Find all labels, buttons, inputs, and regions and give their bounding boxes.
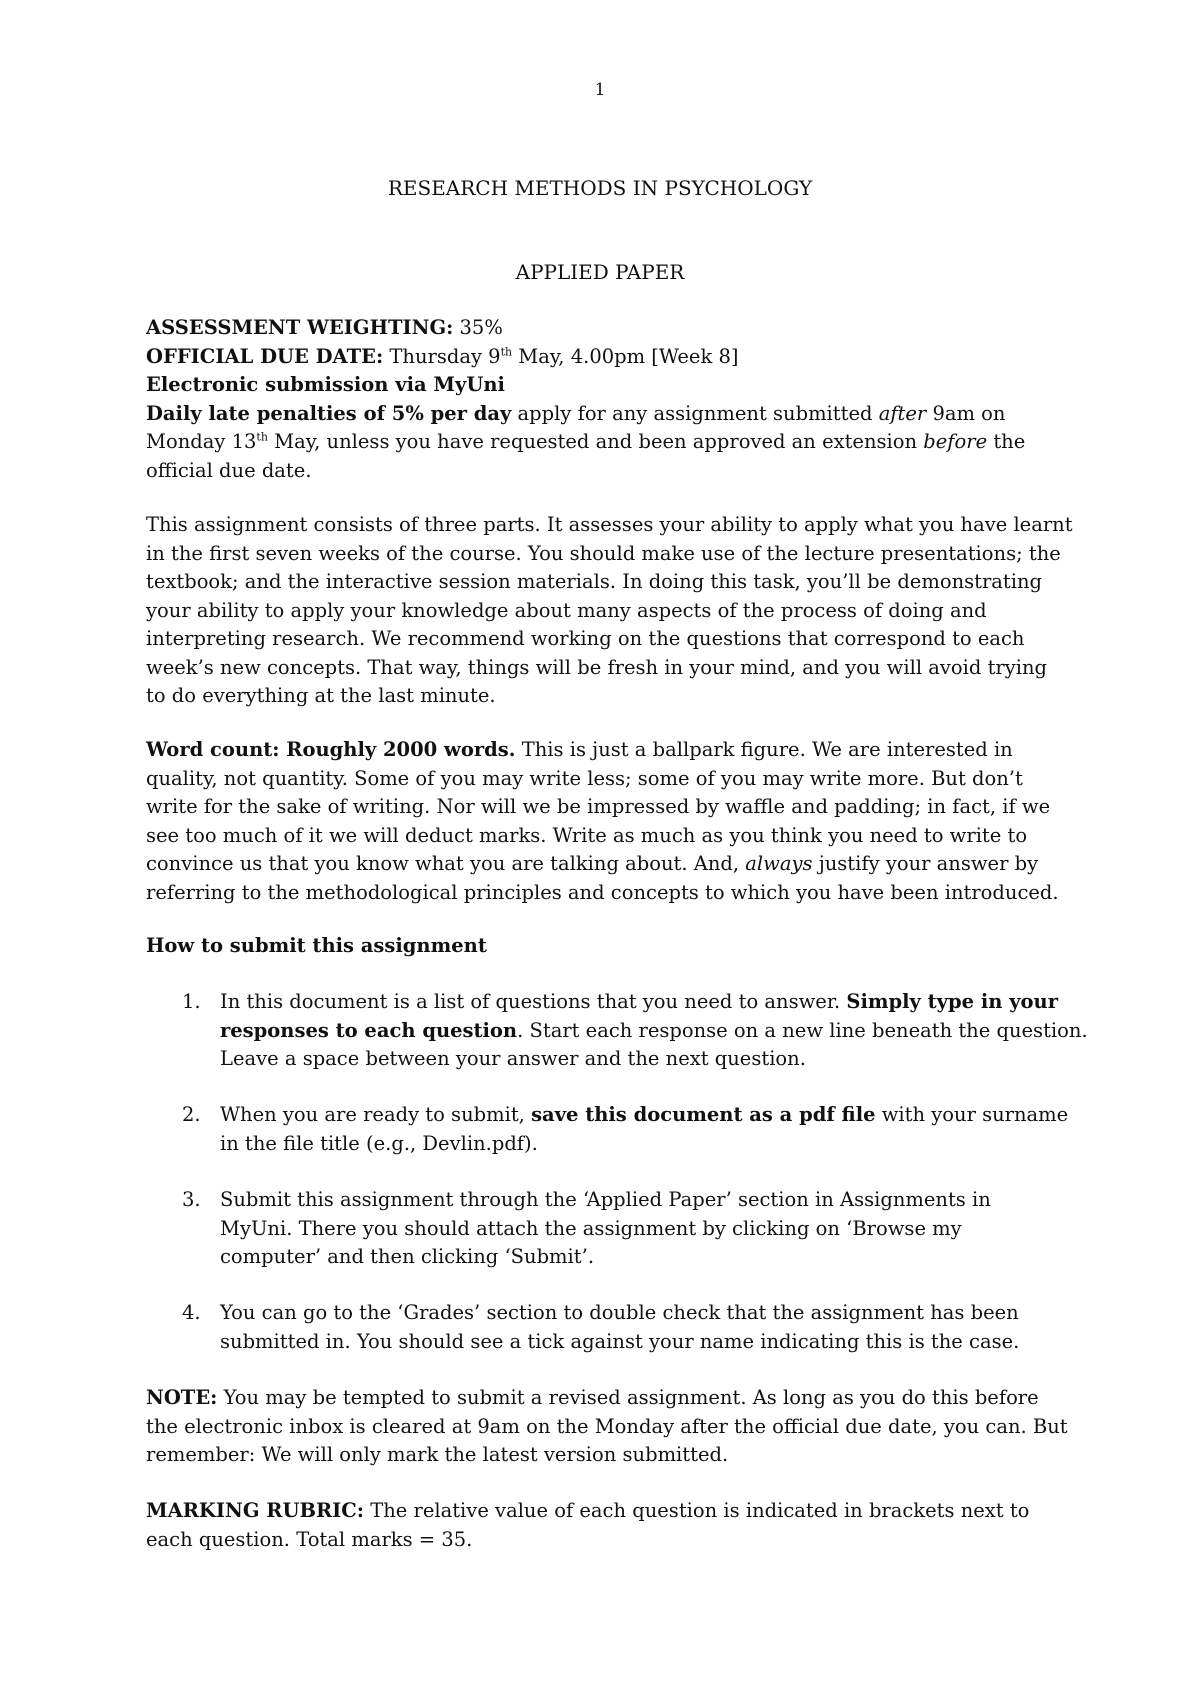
intro-paragraph bbox=[146, 511, 1076, 711]
list-item-text bbox=[220, 988, 1090, 1074]
rubric-paragraph bbox=[146, 1497, 1076, 1554]
rubric-text: each question. Total marks = 35. bbox=[146, 1527, 473, 1551]
step-text: submitted in. You should see a tick against your name indicating this is the case. bbox=[220, 1329, 1020, 1353]
word-count-text: convince us that you know what you are talking about. And, bbox=[146, 852, 746, 875]
word-count-bold: Word count: Roughly 2000 words. bbox=[146, 738, 516, 761]
intro-line: This assignment consists of three parts. It assesses your ability to apply what you have learnt bbox=[146, 513, 1073, 536]
step-text: Leave a space between your answer and the next question. bbox=[220, 1047, 806, 1070]
note-text: You may be tempted to submit a revised assignment. As long as you do this before bbox=[217, 1386, 1039, 1409]
step-text: . Start each response on a new line beneath the question. bbox=[517, 1018, 1088, 1042]
weighting-value: 35% bbox=[453, 316, 503, 339]
step-text: Submit this assignment through the ‘Applied Paper’ section in Assignments in bbox=[220, 1188, 991, 1211]
word-count-line bbox=[146, 736, 1076, 765]
word-count-line: see too much of it we will deduct marks. Write as much as you think you need to write to bbox=[146, 823, 1028, 847]
weighting-label: ASSESSMENT WEIGHTING: bbox=[146, 316, 454, 339]
late-penalty-line-1 bbox=[146, 400, 1076, 429]
step-text: computer’ and then clicking ‘Submit’. bbox=[220, 1245, 595, 1268]
intro-line: to do everything at the last minute. bbox=[146, 684, 496, 707]
intro-line: interpreting research. We recommend working on the questions that correspond to each bbox=[146, 627, 1025, 650]
word-count-line: referring to the methodological principles and concepts to which you have been introduced. bbox=[146, 880, 1059, 904]
list-number: 3. bbox=[182, 1188, 201, 1211]
late-penalty-text: apply for any assignment submitted bbox=[511, 401, 879, 425]
late-penalty-line-3: official due date. bbox=[146, 458, 312, 482]
step-text: with your surname bbox=[875, 1103, 1069, 1126]
late-penalty-date: Monday 13 bbox=[146, 430, 257, 453]
due-date-line bbox=[146, 343, 1076, 372]
step-text: When you are ready to submit, bbox=[220, 1103, 532, 1126]
list-number: 1. bbox=[182, 990, 201, 1013]
due-date-text-rest: May, 4.00pm [Week 8] bbox=[512, 344, 739, 368]
submit-heading: How to submit this assignment bbox=[146, 934, 487, 957]
word-count-line bbox=[146, 850, 1076, 879]
note-label: NOTE: bbox=[146, 1386, 218, 1409]
intro-line: textbook; and the interactive session materials. In doing this task, you’ll be demonstrating bbox=[146, 570, 1043, 593]
assessment-details bbox=[146, 314, 1076, 485]
rubric-label: MARKING RUBRIC: bbox=[146, 1499, 364, 1522]
note-paragraph bbox=[146, 1384, 1076, 1470]
list-item-text bbox=[220, 1299, 1090, 1356]
list-number: 2. bbox=[182, 1103, 201, 1126]
word-count-text: This is just a ballpark figure. We are interested in bbox=[515, 738, 1013, 761]
step-text: MyUni. There you should attach the assignment by clicking on ‘Browse my bbox=[220, 1216, 962, 1240]
intro-line: week’s new concepts. That way, things will be fresh in your mind, and you will avoid trying bbox=[146, 655, 1048, 679]
page-number: 1 bbox=[594, 80, 606, 100]
late-penalty-sup: th bbox=[256, 430, 268, 444]
due-date-sup: th bbox=[500, 345, 513, 358]
word-count-italic: always bbox=[745, 852, 813, 875]
intro-line: your ability to apply your knowledge about many aspects of the process of doing and bbox=[146, 598, 987, 622]
word-count-text-end: justify your answer by bbox=[812, 852, 1039, 875]
late-penalty-line-2 bbox=[146, 428, 1076, 457]
weighting-line bbox=[146, 314, 1076, 343]
step-text: In this document is a list of questions that you need to answer. bbox=[220, 990, 847, 1013]
late-penalty-text-end: 9am on bbox=[926, 401, 1006, 425]
late-penalty-text-2-end: the bbox=[987, 430, 1026, 453]
late-penalty-text-2: May, unless you have requested and been approved an extension bbox=[267, 430, 924, 453]
word-count-line: write for the sake of writing. Nor will we be impressed by waffle and padding; in fact, if we bbox=[146, 795, 1051, 818]
step-text: You can go to the ‘Grades’ section to double check that the assignment has been bbox=[220, 1301, 1019, 1324]
late-penalty-italic-2: before bbox=[923, 430, 988, 453]
list-item-text bbox=[220, 1101, 1090, 1158]
word-count-line: quality, not quantity. Some of you may write less; some of you may write more. But don’t bbox=[146, 766, 1023, 790]
step-bold: Simply type in your bbox=[846, 990, 1059, 1013]
note-text: the electronic inbox is cleared at 9am on the Monday after the official due date, you can. But bbox=[146, 1414, 1068, 1438]
due-date-label: OFFICIAL DUE DATE: bbox=[146, 344, 384, 368]
intro-line: in the first seven weeks of the course. You should make use of the lecture presentations; the bbox=[146, 541, 1061, 565]
step-bold: responses to each question bbox=[220, 1018, 518, 1042]
step-bold: save this document as a pdf file bbox=[531, 1103, 876, 1126]
note-text: remember: We will only mark the latest version submitted. bbox=[146, 1443, 729, 1466]
word-count-paragraph bbox=[146, 736, 1076, 907]
rubric-text: The relative value of each question is indicated in brackets next to bbox=[364, 1499, 1030, 1522]
list-number: 4. bbox=[182, 1301, 201, 1324]
due-date-text: Thursday 9 bbox=[383, 344, 501, 368]
list-item-text bbox=[220, 1186, 1090, 1272]
course-title: RESEARCH METHODS IN PSYCHOLOGY bbox=[387, 176, 813, 200]
submission-method: Electronic submission via MyUni bbox=[146, 373, 505, 396]
step-text: in the file title (e.g., Devlin.pdf). bbox=[220, 1131, 538, 1155]
paper-title: APPLIED PAPER bbox=[515, 260, 685, 284]
late-penalty-italic: after bbox=[878, 401, 927, 425]
late-penalty-bold: Daily late penalties of 5% per day bbox=[146, 401, 512, 425]
